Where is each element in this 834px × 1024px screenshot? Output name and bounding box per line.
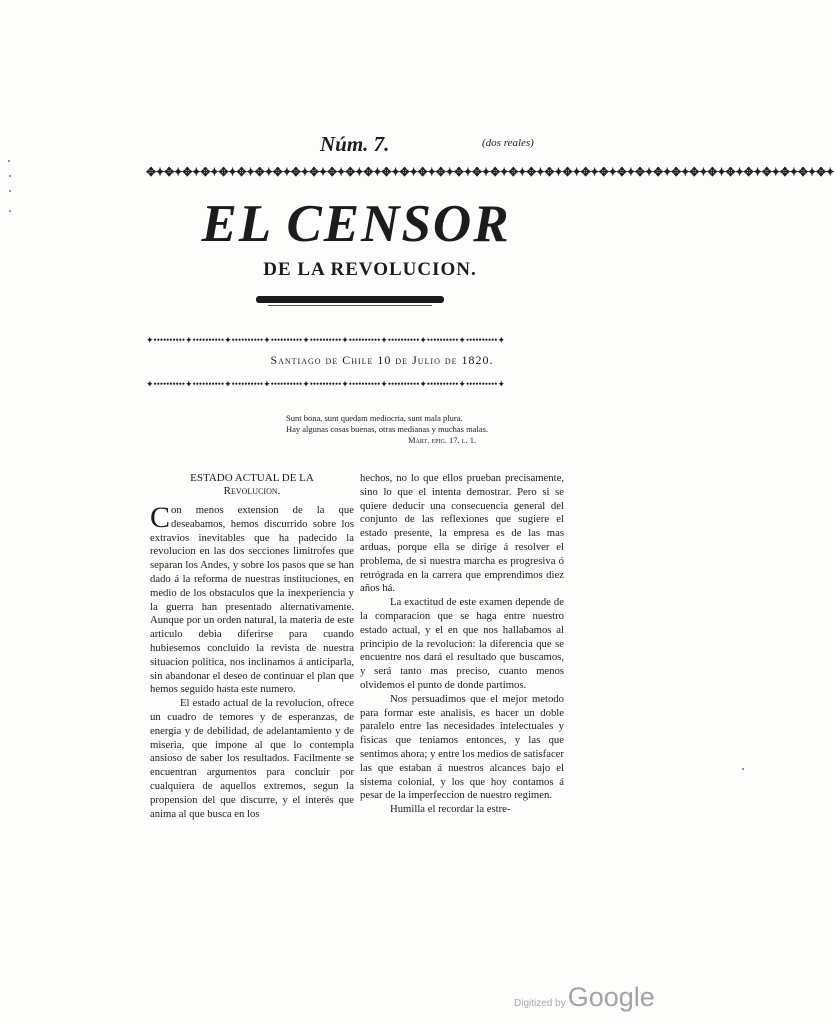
article-paragraph: Nos persuadimos que el mejor metodo para formar este analisis, es hacer un doble paralelo entre las necesidades intelectuales y fisicas que teniamos entonces, y las que sentimos ahora; y entre los medios de satisfacer las que estaban á nuestros alcances bajo el sistema colonial, y los que hoy contamos á pesar de la imperfeccion de nuestro regimen. [360,692,564,802]
epigraph-latin: Sunt bona, sunt quedam mediocria, sunt mala plura. [286,413,463,423]
scan-speck [9,190,11,192]
article-paragraph [150,501,354,697]
scan-speck [9,210,11,212]
dateline: Santiago de Chile 10 de Julio de 1820. [270,353,494,367]
header-ornament-border: ✥✦✥✦✥✦✥✦✥✦✥✦✥✦✥✦✥✦✥✦✥✦✥✦✥✦✥✦✥✦✥✦✥✦✥✦✥✦✥✦✥✦✥✦✥✦✥✦✥✦✥✦✥✦✥✦✥✦✥✦✥✦✥✦✥✦✥✦✥✦✥✦✥✦✥✦ [146,165,834,179]
google-logo: Google [567,982,655,1012]
epigraph [286,413,556,446]
article-title-line1: ESTADO ACTUAL DE LA [190,472,314,484]
masthead-title: EL CENSOR [201,195,511,253]
article-paragraph: hechos, no lo que ellos prueban precisamente, sino lo que el intenta demostrar. Pero si se quiere deducir una consecuencia general del conjunto de las reflexiones que sugiere el estado presente, la empresa es de las mas arduas, porque ella se dirige á resolver el problema, de si nuestra marcha es progresiva ó retrógrada en la carrera que emprendimos diez años há. [360,472,564,595]
credit-prefix: Digitized by [514,998,566,1009]
article-title-line2: Revolucion. [223,485,281,497]
article-paragraph: Humilla el recordar la estre- [390,803,511,816]
dropcap: C [150,501,171,534]
scan-speck [9,175,11,177]
epigraph-spanish: Hay algunas cosas buenas, otras medianas y muchas malas. [286,424,489,434]
issue-number: Núm. 7. [320,132,390,156]
scan-speck [8,160,10,162]
article-paragraph: La exactitud de este examen depende de la comparacion que se haga entre nuestro estado actual, y el en que nos hallabamos al principio de la revolucion: la diferencia que se encuentre nos dará el resultado que buscamos, y será tanto mas preciso, cuanto menos olvidemos el punto de donde partimos. [360,596,564,691]
masthead-rule-thin [268,305,432,306]
digitization-credit [514,982,655,1013]
epigraph-source: Mart. epig. 17. l. 1. [408,435,477,445]
article-title [150,472,354,498]
masthead-rule [256,296,444,303]
article-paragraph: El estado actual de la revolucion, ofrece un cuadro de temores y de esperanzas, de energia y de debilidad, de adelantamiento y de miseria, que impone al que lo contempla ansioso de saber los resultados. Facilmente se encuentran argumentos para concluir por cualquiera de aquellos extremos, segun la propension del que discurre, y el interés que anima al que busca en los [150,697,354,820]
dateline-border-bottom: ✦••••••••••✦••••••••••✦••••••••••✦••••••••••✦••••••••••✦••••••••••✦••••••••••✦••••••••••✦••••••••••✦ [146,379,505,389]
article-column-left [150,472,354,821]
article-column-right [360,472,564,817]
issue-price: (dos reales) [482,137,534,149]
dateline-border-top: ✦••••••••••✦••••••••••✦••••••••••✦••••••••••✦••••••••••✦••••••••••✦••••••••••✦••••••••••✦••••••••••✦ [146,335,505,345]
scan-speck [742,768,744,770]
masthead-subtitle: DE LA REVOLUCION. [263,259,477,280]
paragraph-text: on menos extension de la que deseabamos, hemos discurrido sobre los extravios inevitables que ha padecido la revolucion en las dos secciones limitrofes que separan los Andes, y sobre los pasos que se han dado á la reforma de nuestras instituciones, en medio de los obstaculos que la inexperiencia y la guerra han presentado alternativamente. Aunque por un orden natural, la materia de este articulo debia diferirse para cuando hubiesemos concluido la revista de nuestra situacion politica, nos inclinamos á anticiparla, sin abandonar el deseo de continuar el plan que hemos seguido hasta este numero. [150,504,354,696]
